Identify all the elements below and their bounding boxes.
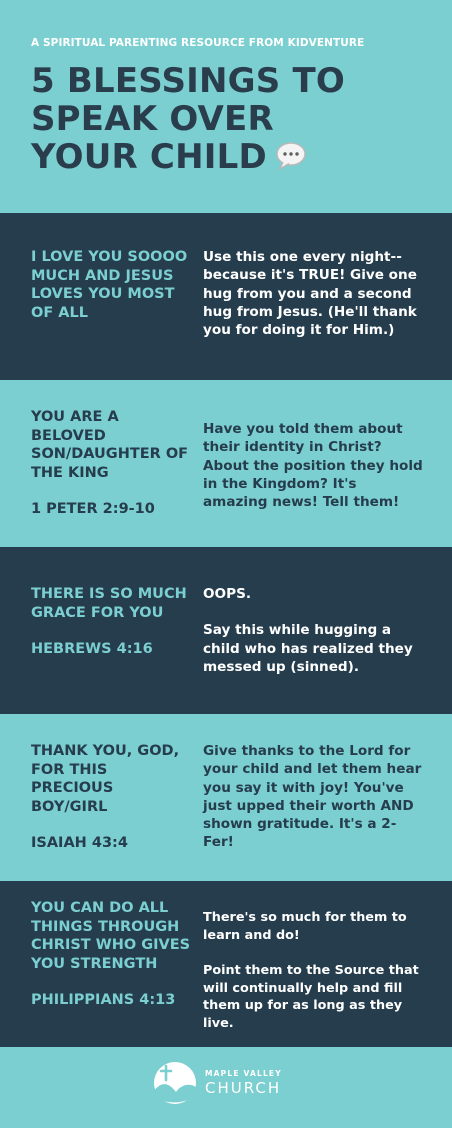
blessing-right-col (203, 248, 425, 339)
blessing-right-col (203, 742, 425, 852)
blessing-text: Say this while hugging a child who has realized they messed up (sinned). (203, 622, 413, 675)
blessing-section-2 (0, 380, 452, 547)
speech-bubble-icon (275, 141, 307, 171)
title-line-2: SPEAK OVER (31, 99, 274, 139)
blessing-right-col (203, 585, 425, 676)
blessing-text: OOPS. (203, 586, 252, 602)
title-line-3: YOUR CHILD (31, 137, 267, 177)
blessing-right-col (203, 420, 425, 511)
title-line-1: 5 BLESSINGS TO (31, 61, 345, 101)
scripture-reference: PHILIPPIANS 4:13 (31, 992, 176, 1008)
scripture-reference: HEBREWS 4:16 (31, 641, 153, 657)
blessing-left-col (31, 899, 191, 1010)
blessing-left-col (31, 248, 191, 322)
blessing-heading: I LOVE YOU SOOOO MUCH AND JESUS LOVES YOU MOST OF ALL (31, 249, 188, 321)
scripture-reference: ISAIAH 43:4 (31, 835, 128, 851)
blessing-heading: THERE IS SO MUCH GRACE FOR YOU (31, 586, 187, 621)
blessing-heading: THANK YOU, GOD, FOR THIS PRECIOUS BOY/GIRL (31, 743, 180, 815)
title-line-3-wrap (31, 138, 441, 176)
logo-text-bottom: CHURCH (205, 1079, 282, 1097)
blessing-right-col (203, 909, 425, 1032)
logo-text-top: MAPLE VALLEY (205, 1069, 282, 1078)
scripture-reference: 1 PETER 2:9-10 (31, 501, 155, 517)
blessing-left-col (31, 742, 191, 853)
blessing-heading: YOU CAN DO ALL THINGS THROUGH CHRIST WHO GIVES YOU STRENGTH (31, 900, 191, 972)
header (0, 0, 452, 213)
blessing-text: There's so much for them to learn and do! (203, 910, 407, 943)
blessing-left-col (31, 585, 191, 659)
blessing-text: Give thanks to the Lord for your child and let them hear you say it with joy! You've just upped their worth AND shown gratitude. It's a 2-Fer! (203, 743, 422, 851)
blessing-section-3 (0, 547, 452, 714)
blessing-left-col (31, 408, 191, 519)
blessing-section-5 (0, 881, 452, 1047)
blessing-text: Have you told them about their identity in Christ? About the position they hold in the Kingdom? It's amazing news! Tell them! (203, 421, 423, 511)
footer (0, 1047, 452, 1128)
blessing-section-4 (0, 714, 452, 881)
blessing-section-1 (0, 213, 452, 380)
church-logo-icon (152, 1060, 198, 1106)
blessing-text: Point them to the Source that will continually help and fill them up for as long as they live. (203, 963, 419, 1031)
kicker-text: A SPIRITUAL PARENTING RESOURCE FROM KIDVENTURE (31, 37, 365, 49)
page-title (31, 62, 441, 176)
blessing-heading: YOU ARE A BELOVED SON/DAUGHTER OF THE KING (31, 409, 189, 481)
blessing-text: Use this one every night--because it's TRUE! Give one hug from you and a second hug from Jesus. (He'll thank you for doing it for Him.) (203, 249, 417, 339)
